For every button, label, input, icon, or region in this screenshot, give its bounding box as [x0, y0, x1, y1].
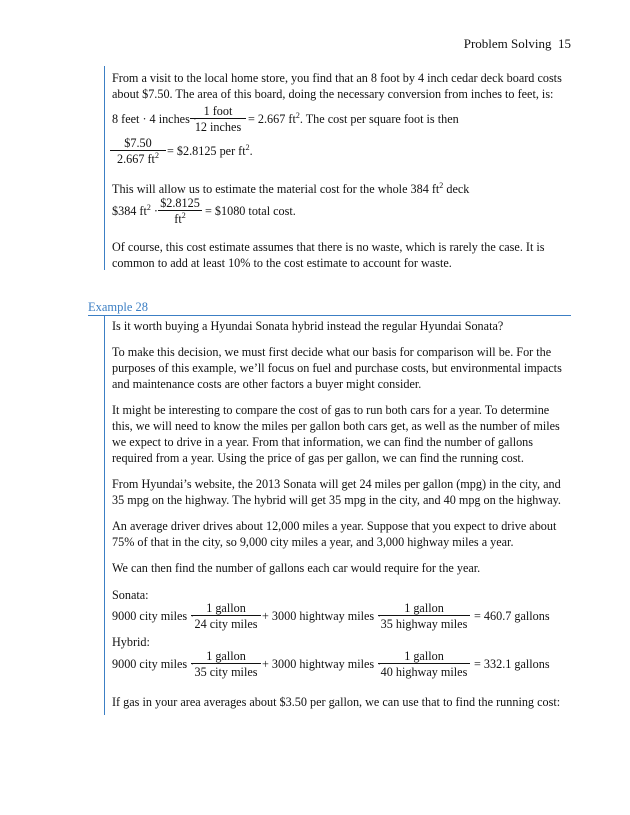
fraction-price-per-area: $\frac{\$2.8125}{ft^2}$	[158, 196, 202, 226]
paragraph-line: From a visit to the local home store, you find that an 8 foot by 4 inch cedar deck board costs	[112, 71, 562, 85]
equation-total-cost: $384 $ft^2$ ·	[112, 202, 158, 218]
sonata-label: Sonata:	[112, 588, 149, 602]
hybrid-label: Hybrid:	[112, 635, 150, 649]
running-header	[464, 36, 571, 52]
fraction-foot-per-inches: 1 foot 12 inches	[190, 104, 246, 134]
paragraph-line: It might be interesting to compare the cost of gas to run both cars for a year. To determine	[112, 403, 550, 417]
paragraph-line: An average driver drives about 12,000 miles a year. Suppose that you expect to drive about	[112, 519, 557, 533]
paragraph-line: We can then find the number of gallons each car would require for the year.	[112, 561, 481, 575]
paragraph-line: To make this decision, we must first decide what our basis for comparison will be. For the	[112, 345, 552, 359]
fraction-hybrid-city: 1 gallon 35 city miles	[191, 649, 261, 679]
page-number: 15	[558, 36, 571, 51]
paragraph-line: From Hyundai’s website, the 2013 Sonata will get 24 miles per gallon (mpg) in the city, and	[112, 477, 561, 491]
paragraph-line: 35 mpg on the highway. The hybrid will get 35 mpg in the city, and 40 mpg on the highway.	[112, 493, 561, 507]
paragraph-line: we expect to drive in a year. From that information, we can find the number of gallons	[112, 435, 534, 449]
paragraph-line: purposes of this example, we’ll focus on fuel and purchase costs, but environmental impacts	[112, 361, 562, 375]
running-title: Problem Solving	[463, 36, 552, 51]
fraction-cost-per-area: $\frac{\$7.50}{2.667 ft^2}$	[110, 136, 166, 166]
example-label: Example 28	[88, 300, 149, 314]
paragraph-line: This will allow us to estimate the material cost for the whole 384 $ft^2$ deck	[112, 180, 470, 196]
paragraph-line: 75% of that in the city, so 9,000 city miles a year, and 3,000 highway miles a year.	[112, 535, 514, 549]
paragraph-line: If gas in your area averages about $3.50 per gallon, we can use that to find the running cost:	[112, 695, 561, 709]
paragraph-line: required from a year. Using the price of gas per gallon, we can find the running cost.	[112, 451, 524, 465]
paragraph-line: common to add at least 10% to the cost estimate to account for waste.	[112, 256, 452, 270]
fraction-sonata-highway: 1 gallon 35 highway miles	[378, 601, 470, 631]
equation-result: = $2.8125 per $ft^2$.	[167, 142, 253, 158]
sonata-equation-part: + 3000 hightway miles ·	[262, 609, 382, 623]
hybrid-result: = 332.1 gallons	[474, 657, 550, 671]
example-rule	[88, 315, 571, 316]
example-question: Is it worth buying a Hyundai Sonata hybrid instead the regular Hyundai Sonata?	[112, 319, 504, 333]
continuation-bar	[104, 66, 105, 270]
fraction-sonata-city: 1 gallon 24 city miles	[191, 601, 261, 631]
example-bar	[104, 315, 105, 715]
paragraph-line: about $7.50. The area of this board, doing the necessary conversion from inches to feet, is:	[112, 87, 554, 101]
equation-result: = 2.667 $ft^2$. The cost per square foot is then	[248, 110, 459, 126]
sonata-equation-part: 9000 city miles ·	[112, 609, 195, 623]
paragraph-line: this, we will need to know the miles per gallon both cars get, as well as the number of miles	[112, 419, 560, 433]
equation-result: = $1080 total cost.	[205, 204, 296, 218]
paragraph-line: and maintenance costs are other factors a buyer might consider.	[112, 377, 422, 391]
hybrid-equation-part: + 3000 hightway miles ·	[262, 657, 382, 671]
hybrid-equation-part: 9000 city miles ·	[112, 657, 195, 671]
equation-board-area: 8 feet · 4 inches ·	[112, 112, 197, 126]
paragraph-line: Of course, this cost estimate assumes that there is no waste, which is rarely the case. It is	[112, 240, 545, 254]
fraction-hybrid-highway: 1 gallon 40 highway miles	[378, 649, 470, 679]
sonata-result: = 460.7 gallons	[474, 609, 550, 623]
